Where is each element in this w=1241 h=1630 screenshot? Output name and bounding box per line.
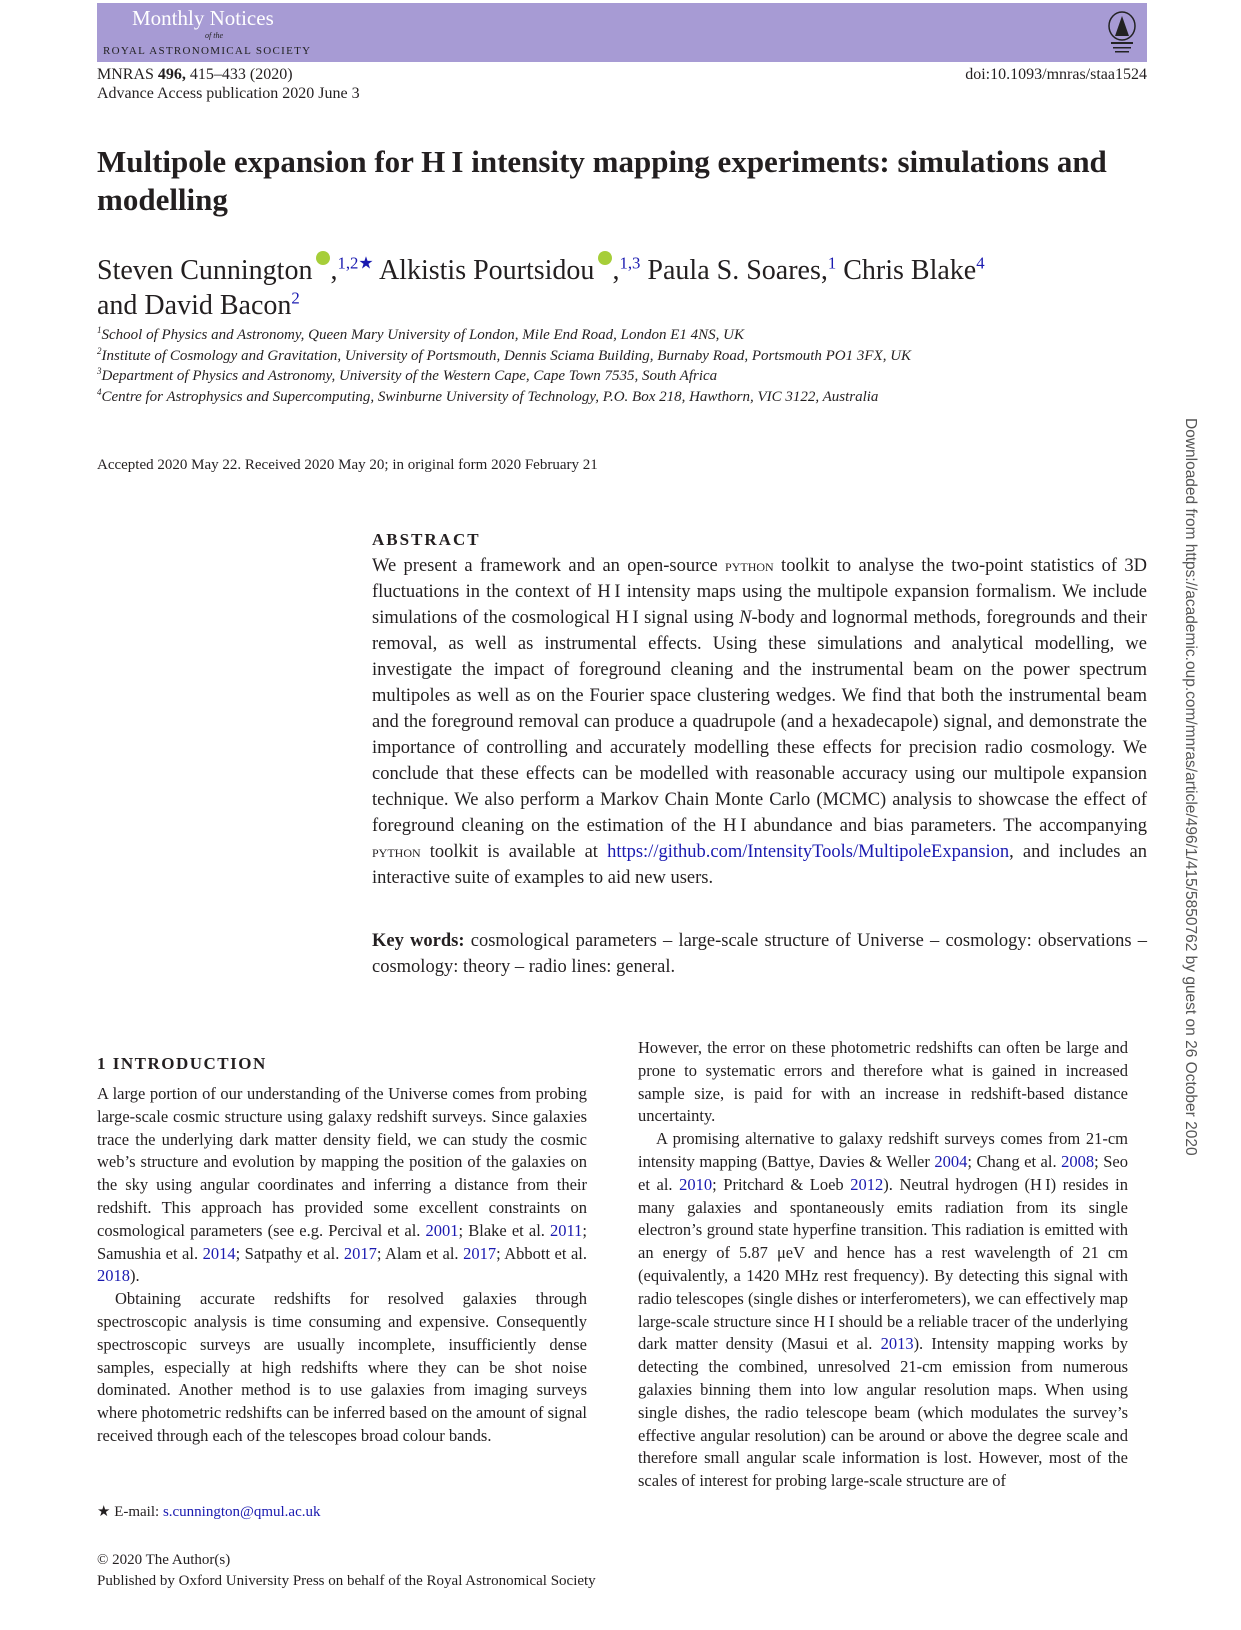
society-crest-icon xyxy=(1105,8,1139,56)
download-watermark: Downloaded from https://academic.oup.com/mnras/article/496/1/415/5850762 by guest on 26 October 2020 xyxy=(1182,418,1199,1156)
author-list: Steven CunningtoniD ,$^{1,2★}$ Alkistis PourtsidouiD ,$^{1,3}$ Paula S. Soares,$^1$ Chris Blake$^4$ and David Bacon$^2$ xyxy=(97,251,1157,323)
paragraph: Obtaining accurate redshifts for resolved galaxies through spectroscopic analysis is time consuming and expensive. Consequently spectroscopic surveys are usually incomplete, insufficiently dense samples, especially at high redshifts where they can be shot noise dominated. Another method is to use galaxies from imaging surveys where photometric redshifts can be inferred based on the amount of signal received through each of the telescopes broad colour bands. xyxy=(97,1289,587,1445)
author-affiliation-ref[interactable]: 1 xyxy=(827,253,837,273)
citation-link[interactable]: 2010 xyxy=(679,1174,713,1194)
orcid-icon[interactable] xyxy=(316,251,330,265)
keywords: Key words: cosmological parameters – large-scale structure of Universe – cosmology: observations – cosmology: theory – radio lines: general. xyxy=(372,931,1147,977)
journal-of-the: of the xyxy=(205,31,223,40)
author: and David Bacon xyxy=(97,290,292,321)
citation-link[interactable]: 2014 xyxy=(202,1243,236,1263)
author: Paula S. Soares, xyxy=(647,255,828,286)
author-affiliation-ref[interactable]: 2 xyxy=(291,288,300,308)
citation-link[interactable]: 2017 xyxy=(463,1243,497,1263)
doi: doi:10.1093/mnras/staa1524 xyxy=(965,66,1147,83)
author-affiliation-ref[interactable]: 1,2★ xyxy=(337,253,374,273)
society-name: ROYAL ASTRONOMICAL SOCIETY xyxy=(103,45,312,57)
affiliation: $^2$Institute of Cosmology and Gravitation, University of Portsmouth, Dennis Sciama Building, Burnaby Road, Portsmouth PO1 3FX, UK xyxy=(97,345,912,364)
left-column xyxy=(97,1083,587,1448)
email-link[interactable]: s.cunnington@qmul.ac.uk xyxy=(162,1504,321,1520)
right-column xyxy=(638,1037,1128,1493)
citation-link[interactable]: 2017 xyxy=(343,1243,377,1263)
copyright: © 2020 The Author(s) Published by Oxford University Press on behalf of the Royal Astronomical Society xyxy=(97,1552,596,1589)
author-affiliation-ref[interactable]: 4 xyxy=(976,253,985,273)
affiliation: $^3$Department of Physics and Astronomy, University of the Western Cape, Cape Town 7535, South Africa xyxy=(97,366,718,384)
author: Alkistis Pourtsidou xyxy=(378,255,595,286)
orcid-icon[interactable] xyxy=(598,251,612,265)
advance-access: Advance Access publication 2020 June 3 xyxy=(97,85,360,102)
journal-name: Monthly Notices xyxy=(132,6,274,30)
submission-dates: Accepted 2020 May 22. Received 2020 May 20; in original form 2020 February 21 xyxy=(97,457,598,473)
paragraph: However, the error on these photometric redshifts can often be large and prone to systematic errors and therefore what is gained in increased sample size, is paid for with an increase in redshift-based distance uncertainty. xyxy=(638,1038,1128,1126)
journal-banner xyxy=(97,3,1147,62)
citation-link[interactable]: 2018 xyxy=(97,1266,130,1286)
page-title: Multipole expansion for H I intensity mapping experiments: simulations and modelling xyxy=(97,144,1107,217)
affiliations xyxy=(97,325,911,407)
author: Steven Cunnington xyxy=(97,255,313,286)
citation-link[interactable]: 2008 xyxy=(1061,1151,1095,1171)
author: Chris Blake xyxy=(843,255,977,286)
paragraph: A promising alternative to galaxy redshift surveys comes from 21-cm intensity mapping (Battye, Davies & Weller 2004; Chang et al. 2008; Seo et al. 2010; Pritchard & Loeb 2012). Neutral hydrogen (H I) resides in many galaxies and spontaneously emits radiation from its single electron’s ground state hyperfine transition. This radiation is emitted with an energy of 5.87 μeV and hence has a rest wavelength of 21 cm (equivalently, a 1420 MHz rest frequency). By detecting this signal with radio telescopes (single dishes or interferometers), we can effectively map large-scale structure since H I should be a reliable tracer of the underlying dark matter density (Masui et al. 2013). Intensity mapping works by detecting the combined, unresolved 21-cm emission from numerous galaxies binning them into low angular resolution maps. When using single dishes, the radio telescope beam (which modulates the survey’s effective angular resolution) can be around or above the degree scale and therefore small angular scale information is lost. However, most of the scales of interest for probing large-scale structure are of xyxy=(638,1129,1128,1491)
affiliation: $^4$Centre for Astrophysics and Supercomputing, Swinburne University of Technology, P.O. Box 218, Hawthorn, VIC 3122, Australia xyxy=(97,386,879,405)
affiliation: $^1$School of Physics and Astronomy, Queen Mary University of London, Mile End Road, London E1 4NS, UK xyxy=(97,325,744,343)
author-affiliation-ref[interactable]: 1,3 xyxy=(619,253,641,273)
abstract-body: We present a framework and an open-source python toolkit to analyse the two-point statistics of 3D fluctuations in the context of H I intensity maps using the multipole expansion formalism. We include simulations of the cosmological H I signal using N-body and lognormal methods, foregrounds and their removal, as well as instrumental effects. Using these simulations and analytical modelling, we investigate the impact of foreground cleaning and the instrumental beam on the power spectrum multipoles as well as on the Fourier space clustering wedges. We find that both the instrumental beam and the foreground removal can produce a quadrupole (and a hexadecapole) signal, and demonstrate the importance of controlling and accurately modelling these effects for precision radio cosmology. We conclude that these effects can be modelled with reasonable accuracy using our multipole expansion technique. We also perform a Markov Chain Monte Carlo (MCMC) analysis to showcase the effect of foreground cleaning on the estimation of the H I abundance and bias parameters. The accompanying python toolkit is available at https://github.com/IntensityTools/MultipoleExpansion, and includes an interactive suite of examples to aid new users. xyxy=(372,556,1148,888)
citation-link[interactable]: 2013 xyxy=(880,1334,914,1354)
github-link[interactable]: https://github.com/IntensityTools/MultipoleExpansion xyxy=(607,842,1010,862)
paragraph: A large portion of our understanding of the Universe comes from probing large-scale cosmic structure using galaxy redshift surveys. Since galaxies trace the underlying dark matter density field, we can study the cosmic web’s structure and evolution by mapping the position of the galaxies on the sky using angular coordinates and inferring a distance from their redshift. This approach has provided some excellent constraints on cosmological parameters (see e.g. Percival et al. 2001; Blake et al. 2011; Samushia et al. 2014; Satpathy et al. 2017; Alam et al. 2017; Abbott et al. 2018). xyxy=(97,1084,587,1286)
citation: MNRAS 496, 415–433 (2020) xyxy=(97,66,293,83)
section-heading: 1 INTRODUCTION xyxy=(97,1054,267,1073)
abstract-heading: ABSTRACT xyxy=(372,530,481,549)
citation-link[interactable]: 2001 xyxy=(425,1220,459,1240)
footnote: ★ E-mail: s.cunnington@qmul.ac.uk xyxy=(97,1504,321,1520)
citation-link[interactable]: 2004 xyxy=(934,1151,968,1171)
citation-link[interactable]: 2012 xyxy=(850,1174,884,1194)
citation-link[interactable]: 2011 xyxy=(550,1220,583,1240)
